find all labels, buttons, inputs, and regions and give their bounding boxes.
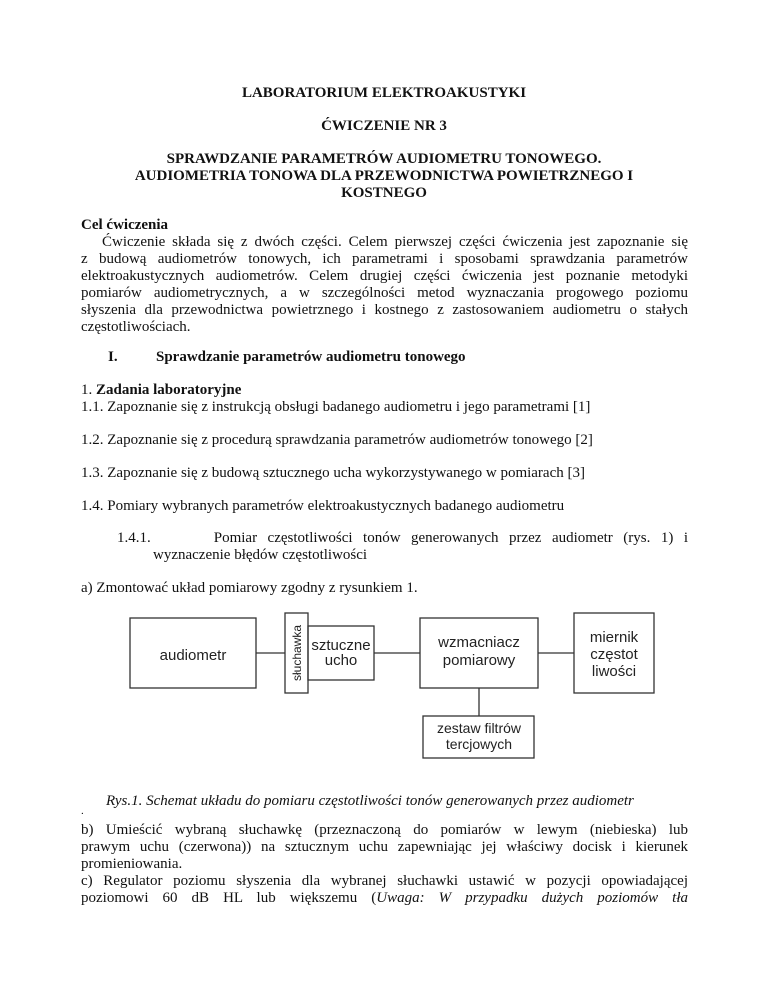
label-ucho: ucho	[324, 652, 358, 669]
goal-line-3: elektroakustycznych audiometrów. Celem drugiej części ćwiczenia jest poznanie metodyki	[81, 268, 688, 284]
label-miernik: miernik	[589, 629, 639, 646]
task-1-2: 1.2. Zapoznanie się z procedurą sprawdzania parametrów audiometrów tonowego [2]	[81, 432, 593, 448]
label-audiometr: audiometr	[159, 647, 227, 664]
task-1-4-1-line-2: wyznaczenie błędów częstotliwości	[153, 547, 368, 563]
label-wzmacniacz: wzmacniacz	[438, 634, 520, 651]
goal-line-5: słyszenia dla przewodnictwa powietrznego i kostnego z zastosowaniem audiometru o stałych	[81, 302, 688, 318]
goal-line-2: z budową audiometrów tonowych, ich parametrami i sposobami sprawdzania parametrów	[81, 251, 688, 267]
label-liwosci: liwości	[591, 663, 637, 680]
step-c-line-1: c) Regulator poziomu słyszenia dla wybranej słuchawki ustawić w pozycji opowiadającej	[81, 873, 688, 889]
label-tercjowych: tercjowych	[445, 736, 513, 752]
label-pomiarowy: pomiarowy	[442, 652, 516, 669]
label-czestot: częstot	[590, 646, 638, 663]
section-title: Sprawdzanie parametrów audiometru tonowego	[156, 349, 466, 365]
figure-caption: Rys.1. Schemat układu do pomiaru częstotliwości tonów generowanych przez audiometr	[106, 793, 634, 809]
stray-dot: .	[81, 805, 84, 817]
step-a: a) Zmontować układ pomiarowy zgodny z rysunkiem 1.	[81, 580, 418, 596]
step-c-line-2	[81, 889, 688, 907]
exercise-number: ĆWICZENIE NR 3	[321, 118, 447, 134]
step-b-line-2: prawym uchu (czerwona)) na sztucznym uchu zapewniając jej właściwy docisk i kierunek	[81, 839, 688, 855]
exercise-title-line-1: SPRAWDZANIE PARAMETRÓW AUDIOMETRU TONOWEGO.	[166, 151, 602, 167]
step-c-line-2-note: Uwaga: W przypadku dużych poziomów tła	[376, 890, 689, 906]
goal-line-1: Ćwiczenie składa się z dwóch części. Celem pierwszej części ćwiczenia jest zapoznanie się	[102, 234, 688, 250]
exercise-title-line-2: AUDIOMETRIA TONOWA DLA PRZEWODNICTWA POWIETRZNEGO I	[134, 168, 634, 184]
tasks-heading: Zadania laboratoryjne	[96, 382, 242, 398]
measurement-diagram	[118, 608, 663, 768]
section-number: I.	[108, 349, 118, 365]
step-b-line-1: b) Umieścić wybraną słuchawkę (przeznaczoną do pomiarów w lewym (niebieska) lub	[81, 822, 688, 838]
step-c-line-2-text: poziomowi 60 dB HL lub większemu (	[81, 890, 377, 906]
exercise-title-line-3: KOSTNEGO	[341, 185, 427, 201]
step-b-line-3: promieniowania.	[81, 856, 183, 872]
tasks-heading-number: 1.	[81, 382, 93, 398]
label-sztuczne: sztuczne	[311, 637, 371, 654]
task-1-3: 1.3. Zapoznanie się z budową sztucznego ucha wykorzystywanego w pomiarach [3]	[81, 465, 585, 481]
goal-heading: Cel ćwiczenia	[81, 217, 169, 233]
lab-title: LABORATORIUM ELEKTROAKUSTYKI	[241, 85, 527, 101]
task-1-1: 1.1. Zapoznanie się z instrukcją obsługi badanego audiometru i jego parametrami [1]	[81, 399, 591, 415]
task-1-4: 1.4. Pomiary wybranych parametrów elektroakustycznych badanego audiometru	[81, 498, 565, 514]
goal-line-4: pomiarów audiometrycznych, a w szczególności metod wyznaczania progowego poziomu	[81, 285, 688, 301]
label-sluchawka: słuchawka	[290, 624, 304, 682]
goal-line-6: częstotliwościach.	[81, 319, 191, 335]
task-1-4-1-line-1: 1.4.1. Pomiar częstotliwości tonów generowanych przez audiometr (rys. 1) i	[117, 530, 688, 546]
label-zestaw-filtrow: zestaw filtrów	[436, 720, 522, 736]
